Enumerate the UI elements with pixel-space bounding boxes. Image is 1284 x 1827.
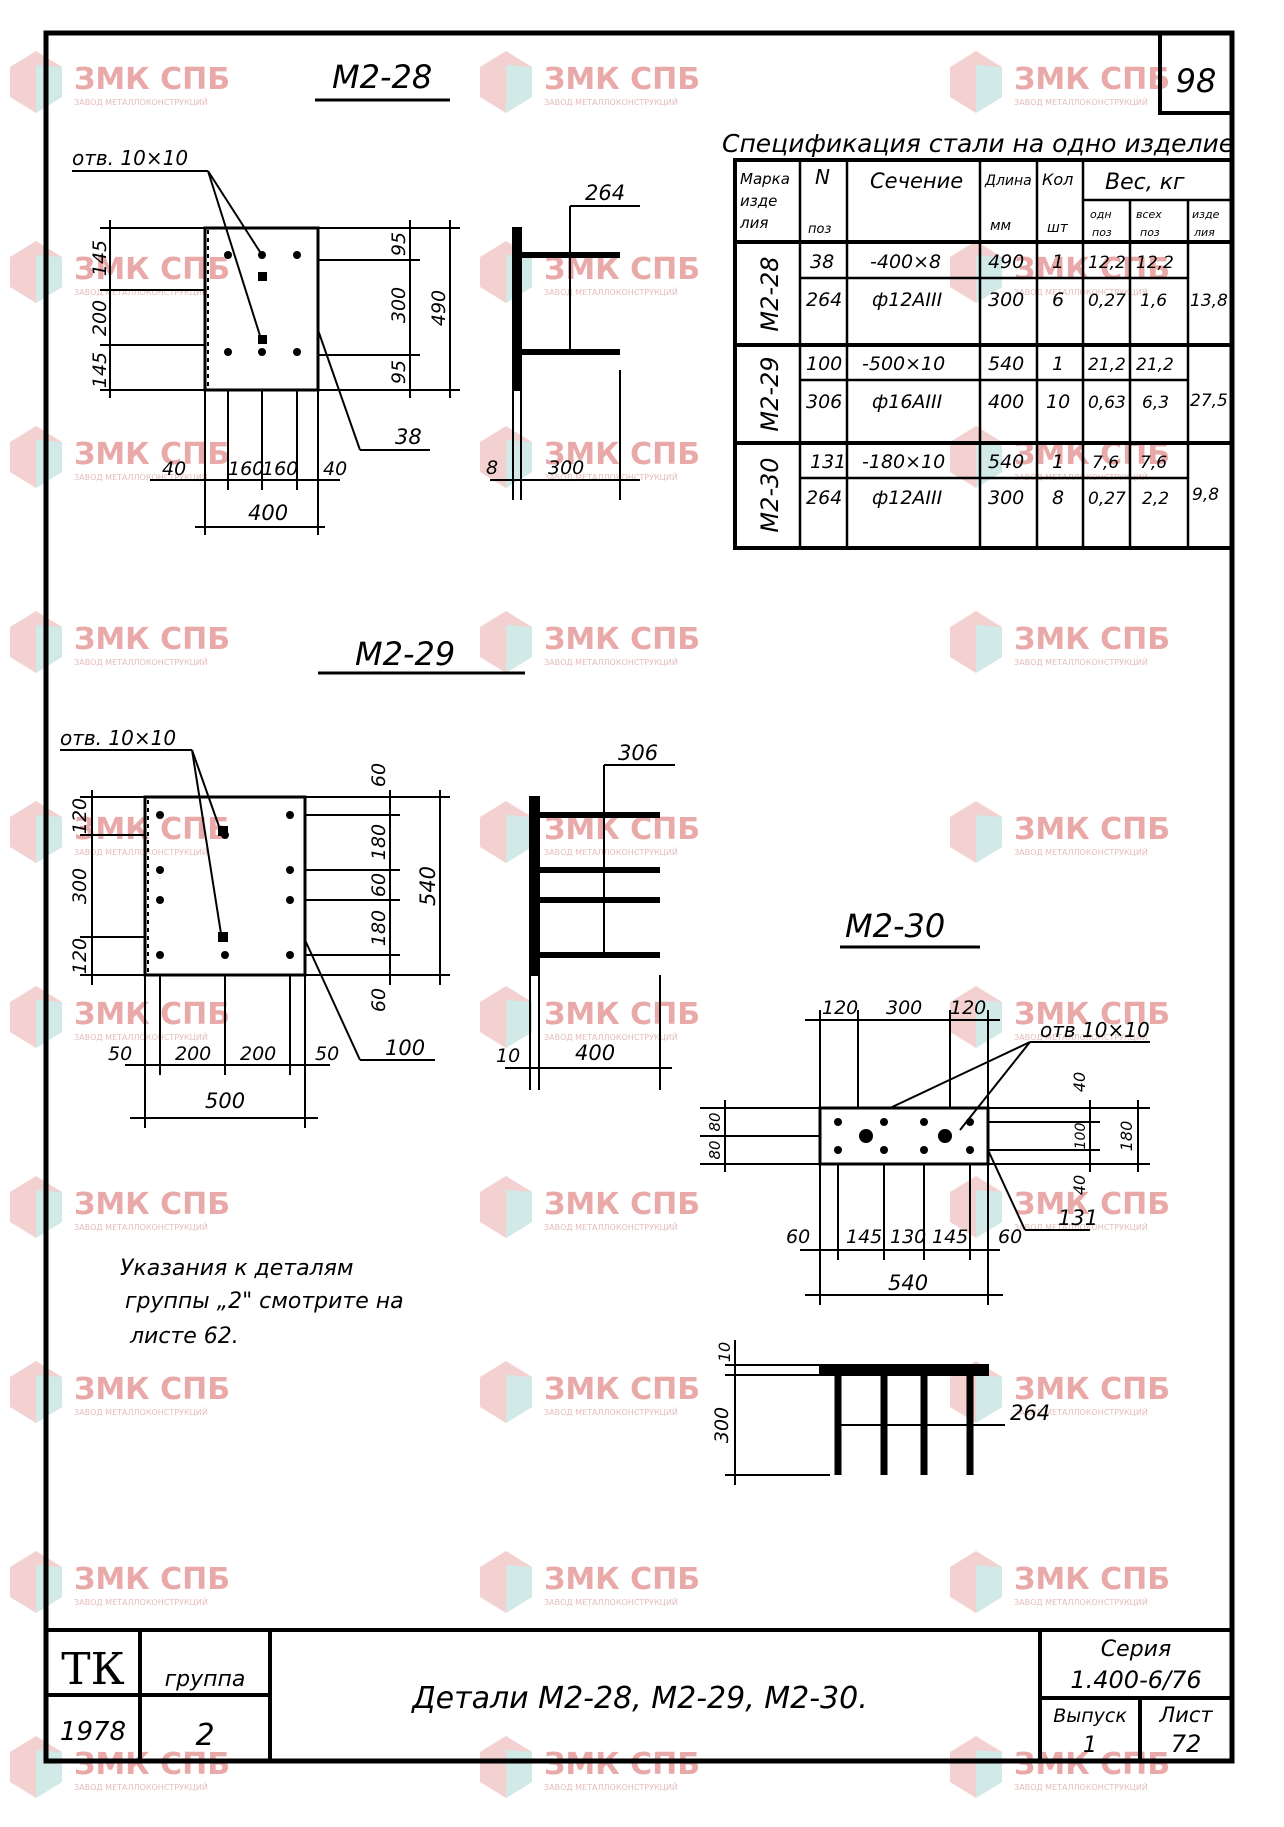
dim: 95 <box>388 359 410 385</box>
spec-cell: 12,2 <box>1088 253 1126 273</box>
dim: 200 <box>175 1043 212 1065</box>
spec-cell: 10 <box>1046 391 1071 413</box>
m2-30-rod-pos: 264 <box>1010 1401 1051 1425</box>
dim: 180 <box>368 909 390 947</box>
svg-text:изде: изде <box>740 192 778 210</box>
sheet-number: 98 <box>1175 62 1217 100</box>
spec-cell: 540 <box>988 451 1025 473</box>
dim: 130 <box>890 1226 927 1248</box>
group-label: группа <box>164 1667 246 1692</box>
dim: 490 <box>428 289 450 327</box>
drawing-sheet: ЗМК СПБ ЗАВОД МЕТАЛЛОКОНСТРУКЦИЙ 98 Спецификация стали на одно изделие Марка изде лия N поз Сечение Длина мм Кол шт Вес, кг одн поз всех поз изде лия М2-28 М2-29 М2-30 38 -400×8 490 1 12,2 12,2 264 ф12АIII 300 6 0,27 1,6 13,8 100 -500×10 540 1 21,2 21,2 306 ф16АIII 400 10 0,63 6,3 27,5 131 -180×10 540 1 7,6 7,6 264 ф12АIII 300 8 0,27 2,2 9,8 М2-28 отв. 10×10 145 200 145 95 300 95 490 40 160 160 40 400 38 264 8 300 М2-29 отв. 10×10 120 300 120 60 180 60 180 60 540 50 200 200 50 500 100 306 10 400 М2-30 отв 10×10 120 300 120 80 80 40 100 40 180 60 145 130 145 60 540 131 264 10 300 Указания к деталям группы „2" смотрите на листе 62. ТК группа 1978 2 Детали М2-28, М2-29, М2-30. Серия 1.400-6/76 Выпуск 1 Лист 72 <box>0 0 1284 1827</box>
dim: 145 <box>89 239 111 277</box>
dim: 60 <box>368 762 390 788</box>
spec-cell: 0,63 <box>1088 393 1126 413</box>
dim: 300 <box>711 1406 733 1444</box>
dim: 60 <box>998 1226 1023 1248</box>
spec-cell: 7,6 <box>1140 453 1168 473</box>
m2-28-title: М2-28 <box>332 58 433 96</box>
svg-text:шт: шт <box>1047 220 1068 236</box>
issue-label: Выпуск <box>1053 1705 1127 1727</box>
dim: 120 <box>950 997 987 1019</box>
spec-cell: 400 <box>988 391 1025 413</box>
watermark-layer <box>10 51 1170 1798</box>
spec-cell: 1 <box>1052 251 1065 273</box>
detail-m2-29 <box>60 635 675 1128</box>
dim: 40 <box>323 458 348 480</box>
note-line: листе 62. <box>130 1324 239 1349</box>
hdr-mark: Марка <box>740 170 790 188</box>
spec-cell: 12,2 <box>1136 253 1174 273</box>
org-code: ТК <box>61 1644 125 1695</box>
spec-cell: 6,3 <box>1142 393 1170 413</box>
spec-title: Спецификация стали на одно изделие <box>722 129 1235 158</box>
spec-total: 9,8 <box>1192 485 1220 505</box>
spec-cell: 21,2 <box>1088 355 1126 375</box>
dim: 50 <box>108 1043 133 1065</box>
spec-cell: 306 <box>806 391 843 413</box>
note-line: группы „2" смотрите на <box>125 1289 404 1314</box>
svg-text:лия: лия <box>1194 226 1215 239</box>
dim: 200 <box>89 299 111 337</box>
dim: 400 <box>575 1041 616 1065</box>
spec-cell: 21,2 <box>1136 355 1174 375</box>
dim: 80 <box>706 1140 724 1160</box>
spec-cell: -400×8 <box>870 251 942 273</box>
year: 1978 <box>59 1717 127 1747</box>
hdr-weight: Вес, кг <box>1105 170 1185 195</box>
dim: 145 <box>932 1226 969 1248</box>
m2-30-hole-note: отв 10×10 <box>1040 1018 1150 1042</box>
note-line: Указания к деталям <box>120 1256 354 1281</box>
m2-29-rod-pos: 306 <box>618 741 659 765</box>
spec-cell: 100 <box>806 353 843 375</box>
m2-30-title: М2-30 <box>845 907 946 945</box>
m2-29-title: М2-29 <box>355 635 456 673</box>
spec-cell: 1 <box>1052 451 1065 473</box>
svg-text:мм: мм <box>990 218 1012 234</box>
m2-30-plate <box>820 1108 988 1164</box>
spec-cell: ф12АIII <box>872 487 943 509</box>
spec-cell: 300 <box>988 289 1025 311</box>
dim: 95 <box>388 231 410 257</box>
dim: 300 <box>886 997 923 1019</box>
dim: 60 <box>368 872 390 898</box>
hdr-w-all: всех <box>1136 208 1162 221</box>
dim: 180 <box>1117 1120 1136 1152</box>
spec-total: 27,5 <box>1190 391 1228 411</box>
dim: 160 <box>262 458 299 480</box>
spec-cell: 6 <box>1052 289 1065 311</box>
dim: 180 <box>368 823 390 861</box>
m2-29-plate-pos: 100 <box>385 1036 426 1060</box>
spec-cell: 1,6 <box>1140 291 1168 311</box>
dim: 40 <box>1070 1071 1089 1093</box>
hdr-pos: N <box>815 165 830 189</box>
dim: 10 <box>496 1045 521 1067</box>
spec-cell: 490 <box>988 251 1025 273</box>
spec-cell: 1 <box>1052 353 1065 375</box>
series-label: Серия <box>1100 1637 1172 1662</box>
mark-m2-30: М2-30 <box>756 457 784 533</box>
spec-total: 13,8 <box>1190 291 1228 311</box>
svg-text:лия: лия <box>740 214 769 232</box>
dim: 540 <box>416 865 440 907</box>
m2-28-hole-note: отв. 10×10 <box>72 146 189 170</box>
dim: 540 <box>888 1271 929 1295</box>
dim: 145 <box>89 351 111 389</box>
hdr-w-item: изде <box>1192 208 1220 221</box>
spec-cell: 8 <box>1052 487 1065 509</box>
dim: 160 <box>228 458 265 480</box>
dim: 40 <box>1070 1174 1089 1196</box>
group-number: 2 <box>195 1718 215 1753</box>
dim: 500 <box>205 1089 246 1113</box>
drawing-title: Детали М2-28, М2-29, М2-30. <box>412 1681 868 1716</box>
svg-text:поз: поз <box>808 222 832 237</box>
dim: 60 <box>786 1226 811 1248</box>
spec-cell: 0,27 <box>1088 291 1126 311</box>
svg-text:поз: поз <box>1092 226 1112 239</box>
dim: 145 <box>846 1226 883 1248</box>
title-block <box>46 1630 1232 1761</box>
note-block <box>120 1256 404 1349</box>
spec-cell: 540 <box>988 353 1025 375</box>
hdr-length: Длина <box>985 173 1032 189</box>
dim: 400 <box>248 501 289 525</box>
hdr-qty: Кол <box>1042 170 1074 189</box>
spec-cell: 300 <box>988 487 1025 509</box>
dim: 300 <box>548 457 585 479</box>
spec-cell: 38 <box>810 251 835 273</box>
hdr-section: Сечение <box>870 169 964 193</box>
dim: 120 <box>69 937 91 975</box>
svg-text:поз: поз <box>1140 226 1160 239</box>
dim: 200 <box>240 1043 277 1065</box>
dim: 80 <box>706 1112 724 1132</box>
dim: 300 <box>69 867 91 905</box>
spec-cell: 2,2 <box>1142 489 1170 509</box>
dim: 8 <box>486 457 499 479</box>
hdr-w-one: одн <box>1090 208 1112 221</box>
spec-cell: ф12АIII <box>872 289 943 311</box>
dim: 10 <box>715 1341 734 1363</box>
spec-cell: 0,27 <box>1088 489 1126 509</box>
dim: 300 <box>388 286 410 324</box>
m2-29-hole-note: отв. 10×10 <box>60 726 177 750</box>
dim: 50 <box>315 1043 340 1065</box>
sheet-value: 72 <box>1170 1730 1202 1758</box>
spec-cell: 264 <box>806 289 843 311</box>
spec-cell: -500×10 <box>862 353 946 375</box>
spec-cell: 131 <box>810 451 847 473</box>
dim: 120 <box>822 997 859 1019</box>
mark-m2-28: М2-28 <box>756 256 784 332</box>
dim: 100 <box>1073 1122 1089 1150</box>
m2-28-rod-pos: 264 <box>585 181 626 205</box>
dim: 120 <box>69 797 91 835</box>
issue-value: 1 <box>1083 1733 1097 1758</box>
mark-m2-29: М2-29 <box>756 356 784 432</box>
series-value: 1.400-6/76 <box>1070 1666 1202 1694</box>
dim: 60 <box>368 987 390 1013</box>
spec-cell: -180×10 <box>862 451 946 473</box>
spec-cell: 264 <box>806 487 843 509</box>
dim: 40 <box>162 458 187 480</box>
m2-30-plate-pos: 131 <box>1058 1206 1099 1230</box>
m2-28-plate-pos: 38 <box>395 425 422 449</box>
spec-cell: 7,6 <box>1092 453 1120 473</box>
spec-cell: ф16АIII <box>872 391 943 413</box>
sheet-label: Лист <box>1159 1703 1213 1727</box>
